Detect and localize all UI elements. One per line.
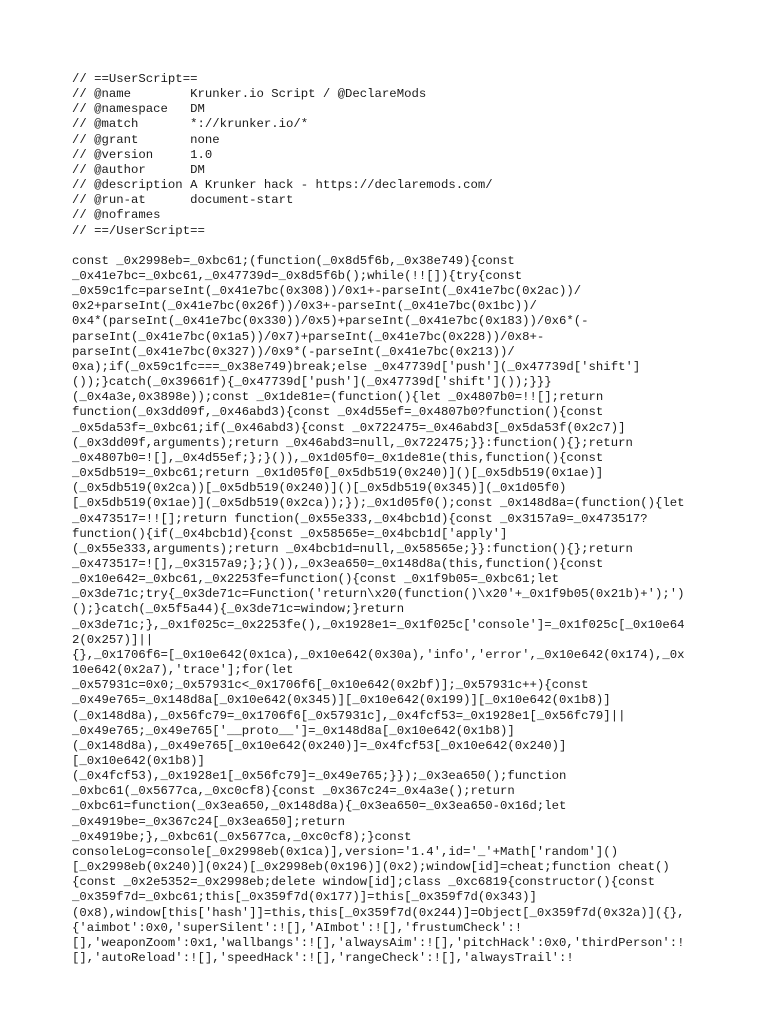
code-line: [_0x5db519(0x1ae)](_0x5db519(0x2ca));});_0x1d05f0();const _0x148d8a=(function(){let	[72, 496, 685, 511]
code-line: ());}catch(_0x39661f){_0x47739d['push'](_0x47739d['shift']());}}}	[72, 375, 552, 390]
code-line: parseInt(_0x41e7bc(0x327))/0x9*(-parseInt(_0x41e7bc(0x213))/	[72, 344, 515, 359]
header-line: // @run-at document-start	[72, 193, 294, 208]
code-line: (_0x148d8a),_0x49e765[_0x10e642(0x240)]=_0x4fcf53[_0x10e642(0x240)]	[72, 738, 567, 753]
code-line: (_0x148d8a),_0x56fc79=_0x1706f6[_0x57931c],_0x4fcf53=_0x1928e1[_0x56fc79]||	[72, 708, 626, 723]
code-line: _0x4919be;},_0xbc61(_0x5677ca,_0xc0cf8);}const	[72, 829, 412, 844]
code-line: _0x49e765=_0x148d8a[_0x10e642(0x345)][_0x10e642(0x199)][_0x10e642(0x1b8)]	[72, 693, 611, 708]
code-line: _0xbc61=function(_0x3ea650,_0x148d8a){_0x3ea650=_0x3ea650-0x16d;let	[72, 799, 567, 814]
header-line: // @namespace DM	[72, 102, 205, 117]
code-line: _0xbc61(_0x5677ca,_0xc0cf8){const _0x367c24=_0x4a3e();return	[72, 784, 515, 799]
code-line: (_0x3dd09f,arguments);return _0x46abd3=null,_0x722475;}}:function(){};return	[72, 435, 633, 450]
header-line: // @version 1.0	[72, 147, 213, 162]
code-line: [_0x2998eb(0x240)](0x24)[_0x2998eb(0x196)](0x2);window[id]=cheat;function cheat()	[72, 860, 670, 875]
code-line: (_0x4fcf53),_0x1928e1[_0x56fc79]=_0x49e765;}});_0x3ea650();function	[72, 769, 567, 784]
code-line: _0x3de71c;},_0x1f025c=_0x2253fe(),_0x1928e1=_0x1f025c['console']=_0x1f025c[_0x10e64	[72, 617, 685, 632]
code-line: (_0x55e333,arguments);return _0x4bcb1d=null,_0x58565e;}}:function(){};return	[72, 541, 633, 556]
code-line: function(_0x3dd09f,_0x46abd3){const _0x4d55ef=_0x4807b0?function(){const	[72, 405, 604, 420]
header-line: // ==/UserScript==	[72, 223, 205, 238]
code-line: consoleLog=console[_0x2998eb(0x1ca)],version='1.4',id='_'+Math['random']()	[72, 844, 619, 859]
code-line: 2(0x257)]||	[72, 632, 154, 647]
header-line: // ==UserScript==	[72, 72, 198, 86]
code-line: 0x2+parseInt(_0x41e7bc(0x26f))/0x3+-parseInt(_0x41e7bc(0x1bc))/	[72, 299, 537, 314]
code-line: ();}catch(_0x5f5a44){_0x3de71c=window;}return	[72, 602, 405, 617]
header-line: // @description A Krunker hack - https://declaremods.com/	[72, 178, 493, 193]
code-line: _0x49e765;_0x49e765['__proto__']=_0x148d8a[_0x10e642(0x1b8)]	[72, 723, 515, 738]
header-line: // @match *://krunker.io/*	[72, 117, 309, 132]
code-line: _0x4919be=_0x367c24[_0x3ea650];return	[72, 814, 346, 829]
code-line: _0x473517=!![];return function(_0x55e333,_0x4bcb1d){const _0x3157a9=_0x473517?	[72, 511, 648, 526]
script-code	[72, 254, 712, 966]
header-line: // @name Krunker.io Script / @DeclareMods	[72, 87, 427, 102]
code-line: [],'autoReload':![],'speedHack':![],'rangeCheck':![],'alwaysTrail':!	[72, 951, 574, 966]
code-line: _0x5da53f=_0xbc61;if(_0x46abd3){const _0x722475=_0x46abd3[_0x5da53f(0x2c7)]	[72, 420, 626, 435]
code-line: (_0x5db519(0x2ca))[_0x5db519(0x240)]()[_0x5db519(0x345)](_0x1d05f0)	[72, 481, 567, 496]
code-line: const _0x2998eb=_0xbc61;(function(_0x8d5f6b,_0x38e749){const	[72, 253, 515, 268]
document-page	[72, 72, 712, 966]
code-line: [_0x10e642(0x1b8)]	[72, 754, 205, 769]
blank-line	[72, 239, 712, 254]
code-line: _0x5db519=_0xbc61;return _0x1d05f0[_0x5db519(0x240)]()[_0x5db519(0x1ae)]	[72, 466, 604, 481]
header-line: // @grant none	[72, 132, 220, 147]
code-line: 0xa);if(_0x59c1fc===_0x38e749)break;else _0x47739d['push'](_0x47739d['shift']	[72, 359, 641, 374]
code-line: 10e642(0x2a7),'trace'];for(let	[72, 663, 294, 678]
code-line: [],'weaponZoom':0x1,'wallbangs':![],'alwaysAim':![],'pitchHack':0x0,'thirdPerson':!	[72, 935, 685, 950]
code-line: {const _0x2e5352=_0x2998eb;delete window[id];class _0xc6819{constructor(){const	[72, 875, 655, 890]
code-line: _0x4807b0=![],_0x4d55ef;};}()),_0x1d05f0=_0x1de81e(this,function(){const	[72, 450, 604, 465]
code-line: {'aimbot':0x0,'superSilent':![],'AImbot':![],'frustumCheck':!	[72, 920, 523, 935]
code-line: _0x57931c=0x0;_0x57931c<_0x1706f6[_0x10e642(0x2bf)];_0x57931c++){const	[72, 678, 589, 693]
code-line: _0x59c1fc=parseInt(_0x41e7bc(0x308))/0x1+-parseInt(_0x41e7bc(0x2ac))/	[72, 284, 582, 299]
code-line: _0x3de71c;try{_0x3de71c=Function('return\x20(function()\x20'+_0x1f9b05(0x21b)+');')	[72, 587, 685, 602]
code-line: parseInt(_0x41e7bc(0x1a5))/0x7)+parseInt(_0x41e7bc(0x228))/0x8+-	[72, 329, 545, 344]
code-line: _0x359f7d=_0xbc61;this[_0x359f7d(0x177)]=this[_0x359f7d(0x343)]	[72, 890, 537, 905]
code-line: {},_0x1706f6=[_0x10e642(0x1ca),_0x10e642(0x30a),'info','error',_0x10e642(0x174),_0x	[72, 647, 685, 662]
userscript-header	[72, 72, 712, 239]
code-line: _0x473517=![],_0x3157a9;};}()),_0x3ea650=_0x148d8a(this,function(){const	[72, 556, 604, 571]
code-line: _0x41e7bc=_0xbc61,_0x47739d=_0x8d5f6b();while(!![]){try{const	[72, 269, 523, 284]
code-line: _0x10e642=_0xbc61,_0x2253fe=function(){const _0x1f9b05=_0xbc61;let	[72, 572, 560, 587]
header-line: // @noframes	[72, 208, 161, 223]
code-line: (_0x4a3e,0x3898e));const _0x1de81e=(function(){let _0x4807b0=!![];return	[72, 390, 604, 405]
code-line: function(){if(_0x4bcb1d){const _0x58565e=_0x4bcb1d['apply']	[72, 526, 508, 541]
code-line: (0x8),window[this['hash']]=this,this[_0x359f7d(0x244)]=Object[_0x359f7d(0x32a)]({},	[72, 905, 685, 920]
code-line: 0x4*(parseInt(_0x41e7bc(0x330))/0x5)+parseInt(_0x41e7bc(0x183))/0x6*(-	[72, 314, 589, 329]
header-line: // @author DM	[72, 162, 205, 177]
